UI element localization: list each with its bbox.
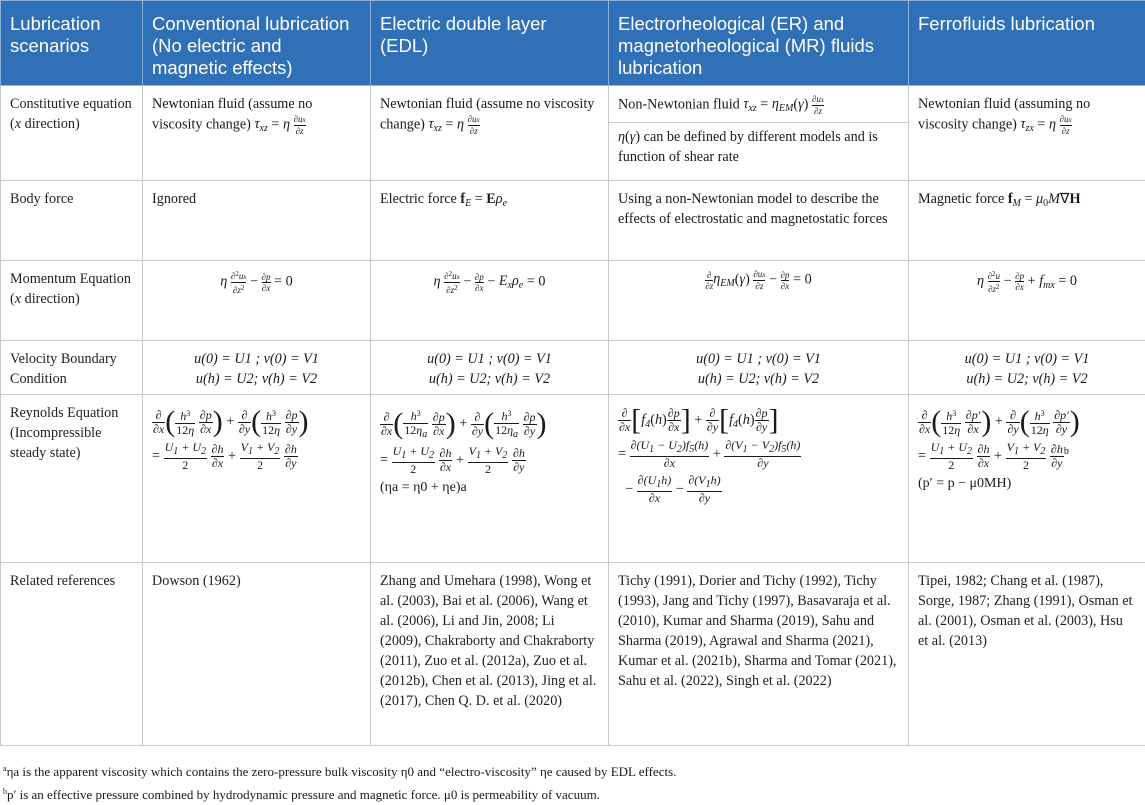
cell-momentum-ferro: η $\frac{\partial^2u}{\partial z^2}$ − $\frac{\partial p}{\partial x}$ + $f_{mx} = 0$ <box>909 261 1145 341</box>
footnotes <box>3 759 676 805</box>
bc-line-1: u(0) = U1 ; v(0) = V1 <box>152 349 361 369</box>
row-label: Body force <box>1 181 143 261</box>
row-label: Reynolds Equation (Incompressible steady state) <box>1 395 143 563</box>
header-edl: Electric double layer (EDL) <box>371 1 609 86</box>
bc-line-2: u(h) = U2; v(h) = V2 <box>152 369 361 389</box>
header-scenarios: Lubrication scenarios <box>1 1 143 86</box>
cell-velocity-bc-er-mr <box>609 341 909 395</box>
header-conventional: Conventional lubrication (No electric and magnetic effects) <box>143 1 371 86</box>
row-label: Momentum Equation (x direction) <box>1 261 143 341</box>
bc-line-1: u(0) = U1 ; v(0) = V1 <box>618 349 899 369</box>
footnote-a <box>3 759 676 782</box>
cell-references-er-mr: Tichy (1991), Dorier and Tichy (1992), Tichy (1993), Jang and Tichy (1997), Basavaraja et al. (2010), Kumar and Sharma (2019), Sahu and Sharma (2019), Agrawal and Sharma (2021), Kumar et al. (2021b), Sharma and Tomar (2021), Sahu et al. (2022), Singh et al. (2022) <box>609 563 909 746</box>
cell-references-edl: Zhang and Umehara (1998), Wong et al. (2003), Bai et al. (2006), Wang et al. (2006), Li and Jin, 2008; Li (2009), Chakraborty and Chakraborty (2011), Zuo et al. (2012a), Zuo et al. (2012b), Chen et al. (2013), Jing et al. (2017), Chen Q. D. et al. (2020) <box>371 563 609 746</box>
row-references <box>1 563 1145 746</box>
bc-line-2: u(h) = U2; v(h) = V2 <box>380 369 599 389</box>
reynolds-ferro-note: (p′ = p − μ0MH) <box>918 474 1136 494</box>
constitutive-er-mr-bottom: η(γ) can be defined by different models and is function of shear rate <box>609 123 908 167</box>
row-body-force <box>1 181 1145 261</box>
cell-body-force-ferro: Magnetic force $f_M = \mu_0M\nabla H$ <box>909 181 1145 261</box>
header-ferrofluids: Ferrofluids lubrication <box>909 1 1145 86</box>
cell-references-conventional: Dowson (1962) <box>143 563 371 746</box>
cell-momentum-conventional: η $\frac{\partial^2ux}{\partial z^2}$ − $\frac{\partial p}{\partial x}$ = 0 <box>143 261 371 341</box>
cell-references-ferro: Tipei, 1982; Chang et al. (1987), Sorge, 1987; Zhang (1991), Osman et al. (2001), Osman et al. (2003), Hsu et al. (2013) <box>909 563 1145 746</box>
header-er-mr: Electrorheological (ER) and magnetorheological (MR) fluids lubrication <box>609 1 909 86</box>
bc-line-1: u(0) = U1 ; v(0) = V1 <box>918 349 1136 369</box>
cell-reynolds-er-mr: $\frac{\partial}{\partial x}$ [$f_4(h)$ $\frac{\partial p}{\partial x}$ ] + $\frac{\partial}{\partial y}$ [$f_4(h)$ $\frac{\partial p}{\partial y}$ ] = $\frac{\partial(U_1 - U_2)f_5(h)}{\partial x}$ + $\frac{\partial(V_1 - V_2)f_5(h)}{\partial y}$ − $\frac{\partial(U_1h)}{\partial x}$ − $\frac{\partial(V_1h)}{\partial y}$ <box>609 395 909 563</box>
cell-constitutive-ferro: Newtonian fluid (assuming no viscosity change) $\tau_{zx} = \eta$ $\frac{\partial ux}{\partial z}$ <box>909 86 1145 181</box>
cell-reynolds-ferro: $\frac{\partial}{\partial x}$ ( $\frac{h^3}{12\eta}$ $\frac{\partial p'}{\partial x}$ ) + $\frac{\partial}{\partial y}$ ( $\frac{h^3}{12\eta}$ $\frac{\partial p'}{\partial y}$ ) = $\frac{U_1 + U_2}{2}$ $\frac{\partial h}{\partial x}$ + $\frac{V_1 + V_2}{2}$ $\frac{\partial h}{\partial y}$ $^b$ (p′ = p − μ0MH) <box>909 395 1145 563</box>
cell-momentum-er-mr: ∂ ∂z $\eta_{EM}(\gamma)$ $\frac{\partial ux}{\partial z}$ − $\frac{\partial p}{\partial x}$ = 0 <box>609 261 909 341</box>
row-momentum <box>1 261 1145 341</box>
cell-velocity-bc-edl <box>371 341 609 395</box>
row-label: Related references <box>1 563 143 746</box>
cell-constitutive-edl: Newtonian fluid (assume no viscosity change) $\tau_{xz} = \eta$ $\frac{\partial ux}{\partial z}$ <box>371 86 609 181</box>
cell-constitutive-conventional: Newtonian fluid (assume no viscosity change) $\tau_{xz} = \eta$ $\frac{\partial ux}{\partial z}$ <box>143 86 371 181</box>
bc-line-2: u(h) = U2; v(h) = V2 <box>618 369 899 389</box>
cell-reynolds-conventional: $\frac{\partial}{\partial x}$ ( $\frac{h^3}{12\eta}$ $\frac{\partial p}{\partial x}$ ) + $\frac{\partial}{\partial y}$ ( $\frac{h^3}{12\eta}$ $\frac{\partial p}{\partial y}$ ) = $\frac{U_1 + U_2}{2}$ $\frac{\partial h}{\partial x}$ + $\frac{V_1 + V_2}{2}$ $\frac{\partial h}{\partial y}$ <box>143 395 371 563</box>
cell-body-force-edl: Electric force $f_E = E\rho_e$ <box>371 181 609 261</box>
row-velocity-bc <box>1 341 1145 395</box>
footnote-b <box>3 782 676 805</box>
cell-body-force-conventional: Ignored <box>143 181 371 261</box>
row-label: Velocity Boundary Condition <box>1 341 143 395</box>
footnote-marker-b: b <box>3 787 7 796</box>
cell-momentum-edl: η $\frac{\partial^2ux}{\partial z^2}$ − $\frac{\partial p}{\partial x}$ − $E_x\rho_e = 0$ <box>371 261 609 341</box>
bc-line-1: u(0) = U1 ; v(0) = V1 <box>380 349 599 369</box>
reynolds-edl-note: (ηa = η0 + ηe)a <box>380 478 599 498</box>
cell-constitutive-er-mr <box>609 86 909 181</box>
footnote-a-text: ηa is the apparent viscosity which contains the zero-pressure bulk viscosity η0 and “electro-viscosity” ηe caused by EDL effects. <box>7 764 677 779</box>
footnote-marker-a: a <box>3 764 7 773</box>
bc-line-2: u(h) = U2; v(h) = V2 <box>918 369 1136 389</box>
row-constitutive <box>1 86 1145 181</box>
cell-reynolds-edl: $\frac{\partial}{\partial x}$ ( $\frac{h^3}{12\eta_a}$ $\frac{\partial p}{\partial x}$ ) + $\frac{\partial}{\partial y}$ ( $\frac{h^3}{12\eta_a}$ $\frac{\partial p}{\partial y}$ ) = $\frac{U_1 + U_2}{2}$ $\frac{\partial h}{\partial x}$ + $\frac{V_1 + V_2}{2}$ $\frac{\partial h}{\partial y}$ (ηa = η0 + ηe)a <box>371 395 609 563</box>
footnote-b-text: p′ is an effective pressure combined by hydrodynamic pressure and magnetic force. μ0 is permeability of vacuum. <box>7 787 600 802</box>
row-label: Constitutive equation (x direction) <box>1 86 143 181</box>
cell-velocity-bc-ferro <box>909 341 1145 395</box>
cell-body-force-er-mr: Using a non-Newtonian model to describe the effects of electrostatic and magnetostatic forces <box>609 181 909 261</box>
cell-velocity-bc-conventional <box>143 341 371 395</box>
header-row <box>1 1 1145 86</box>
row-reynolds <box>1 395 1145 563</box>
constitutive-er-mr-top: Non-Newtonian fluid $\tau_{xz} = \eta_{EM}(\gamma)$ $\frac{\partial ux}{\partial z}$ <box>609 86 908 123</box>
